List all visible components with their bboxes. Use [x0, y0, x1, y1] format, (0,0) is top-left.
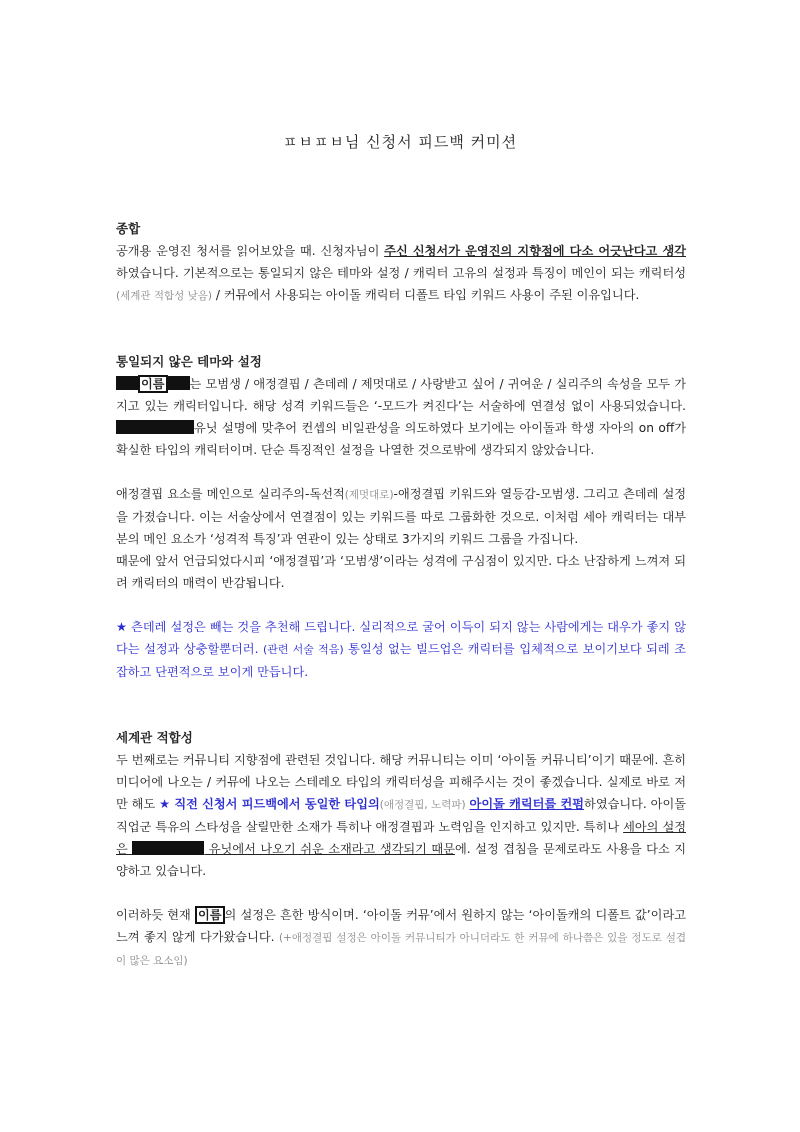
- summary-heading: 종합: [116, 221, 141, 236]
- theme-p1-text-b: 유닛 설명에 맞추어 컨셉의 비일관성을 의도하였다 보기에는 아이돌과 학생 자아의 on off가 확실한 타입의 캐릭터이며. 단순 특징적인 설정을 나열한 것으로밖에 생각되지 않았습니다.: [116, 421, 686, 457]
- world-paragraph-2: [116, 904, 686, 972]
- summary-emphasis: 주신 신청서가 운영진의 지향점에 다소 어긋난다고 생각: [384, 244, 686, 258]
- theme-p2-text-a: 애정결핍 요소를 메인으로 실리주의-독선적: [116, 487, 345, 501]
- theme-p2-text-b: -애정결핍 키워드와 열등감-모범생. 그리고 츤데레 설정을 가졌습니다. 이는 서술상에서 연결점이 있는 키워드를 따로 그룹화한 것으로. 이처럼 세아 캐릭터는 대부분의 메인 요소가 ‘성격적 특징’과 연관이 있는 상태로 3가지의 키워드 그룹을 가집니다.: [116, 487, 686, 546]
- summary-text-a: 공개용 운영진 청서를 읽어보았을 때. 신청자님이: [116, 244, 385, 258]
- world-p1-note: (애정결핍, 노력파): [379, 799, 466, 811]
- theme-p2-note: (제멋대로): [344, 489, 394, 501]
- document-title: ㅍㅂㅍㅂ님 신청서 피드백 커미션: [282, 133, 518, 151]
- world-p1-text-c: 에. 설정 겹침을 문제로라도 사용을 다소 지양하고 있습니다.: [116, 842, 687, 878]
- theme-heading: 통일되지 않은 테마와 설정: [116, 354, 262, 369]
- world-p2-note: (+애정결핍 설정은 아이돌 커뮤니티가 아니더라도 한 커뮤에 하나쯤은 있을 정도로 설겹이 많은 요소임): [116, 932, 686, 967]
- world-p1-underline-2: 유닛에서 나오기 쉬운 소재라고 생각되기 때문: [204, 842, 455, 856]
- world-p1-highlight-2: 아이돌 캐릭터를 컨펌: [469, 797, 585, 811]
- summary-note: (세계관 적합성 낮음): [116, 290, 213, 302]
- name-placeholder-box: 이름: [195, 906, 225, 924]
- world-p1-underline-1: 세아의 설정은: [116, 820, 686, 856]
- document-body: [116, 218, 686, 972]
- name-placeholder-box: 이름: [138, 375, 168, 393]
- theme-p3-text-b: 통일성 없는 빌드업은 캐릭터를 입체적으로 보이기보다 되레 조잡하고 단편적으로 보이게 만듭니다.: [116, 642, 686, 679]
- summary-paragraph: [116, 240, 686, 307]
- world-p1-text-a: 두 번째로는 커뮤니티 지향점에 관련된 것입니다. 해당 커뮤니티는 이미 ‘아이돌 커뮤니티’이기 때문에. 흔히 미디어에 나오는 / 커뮤에 나오는 스테레오 타입의 캐릭터성을 피해주시는 것이 좋겠습니다. 실제로 바로 저만 해도: [116, 753, 686, 811]
- redaction-block: [168, 376, 190, 390]
- summary-text-b: 하였습니다. 기본적으로는 통일되지 않은 테마와 설정 / 캐릭터 고유의 설정과 특징이 메인이 되는 캐릭터성: [116, 266, 686, 280]
- theme-p1-text-a: 는 모범생 / 애정결핍 / 츤데레 / 제멋대로 / 사랑받고 싶어 / 귀여운 / 실리주의 속성을 모두 가지고 있는 캐릭터입니다. 해당 성격 키워드들은 ‘-모드가 켜진다’는 서술하에 연결성 없이 사용되었습니다.: [116, 377, 686, 413]
- theme-paragraph-2: [116, 483, 686, 594]
- world-p2-text-b: 의 설정은 흔한 방식이며. ‘아이돌 커뮤’에서 원하지 않는 ‘아이돌캐의 디폴트 값’이라고 느껴 좋지 않게 다가왔습니다.: [116, 908, 686, 944]
- world-p1-text-b: 하였습니다. 아이돌 직업군 특유의 스타성을 살릴만한 소재가 특히나 애정결핍과 노력임을 인지하고 있지만. 특히나: [116, 797, 687, 834]
- theme-p2-text-c: 때문에 앞서 언급되었다시피 ‘애정결핍’과 ‘모범생’이라는 성격에 구심점이 있지만. 다소 난잡하게 느껴져 되려 캐릭터의 매력이 반감됩니다.: [116, 554, 686, 590]
- redaction-block: [116, 420, 194, 434]
- world-paragraph-1: [116, 749, 686, 882]
- summary-text-c: / 커뮤에서 사용되는 아이돌 캐릭터 디폴트 타입 키워드 사용이 주된 이유입니다.: [212, 288, 640, 302]
- theme-paragraph-1: [116, 373, 686, 461]
- theme-p3-note: (관련 서술 적음): [262, 643, 344, 656]
- redaction-block: [116, 376, 138, 390]
- theme-recommendation: [116, 616, 686, 683]
- world-p2-text-a: 이러하듯 현재: [116, 908, 195, 922]
- world-heading: 세계관 적합성: [116, 730, 193, 745]
- world-p1-highlight-1: ★ 직전 신청서 피드백에서 동일한 타입의: [159, 797, 380, 811]
- redaction-block: [132, 841, 204, 855]
- theme-p3-text-a: ★ 츤데레 설정은 빼는 것을 추천해 드립니다. 실리적으로 굴어 이득이 되지 않는 사람에게는 대우가 좋지 않다는 설정과 상충할뿐더러.: [116, 620, 686, 656]
